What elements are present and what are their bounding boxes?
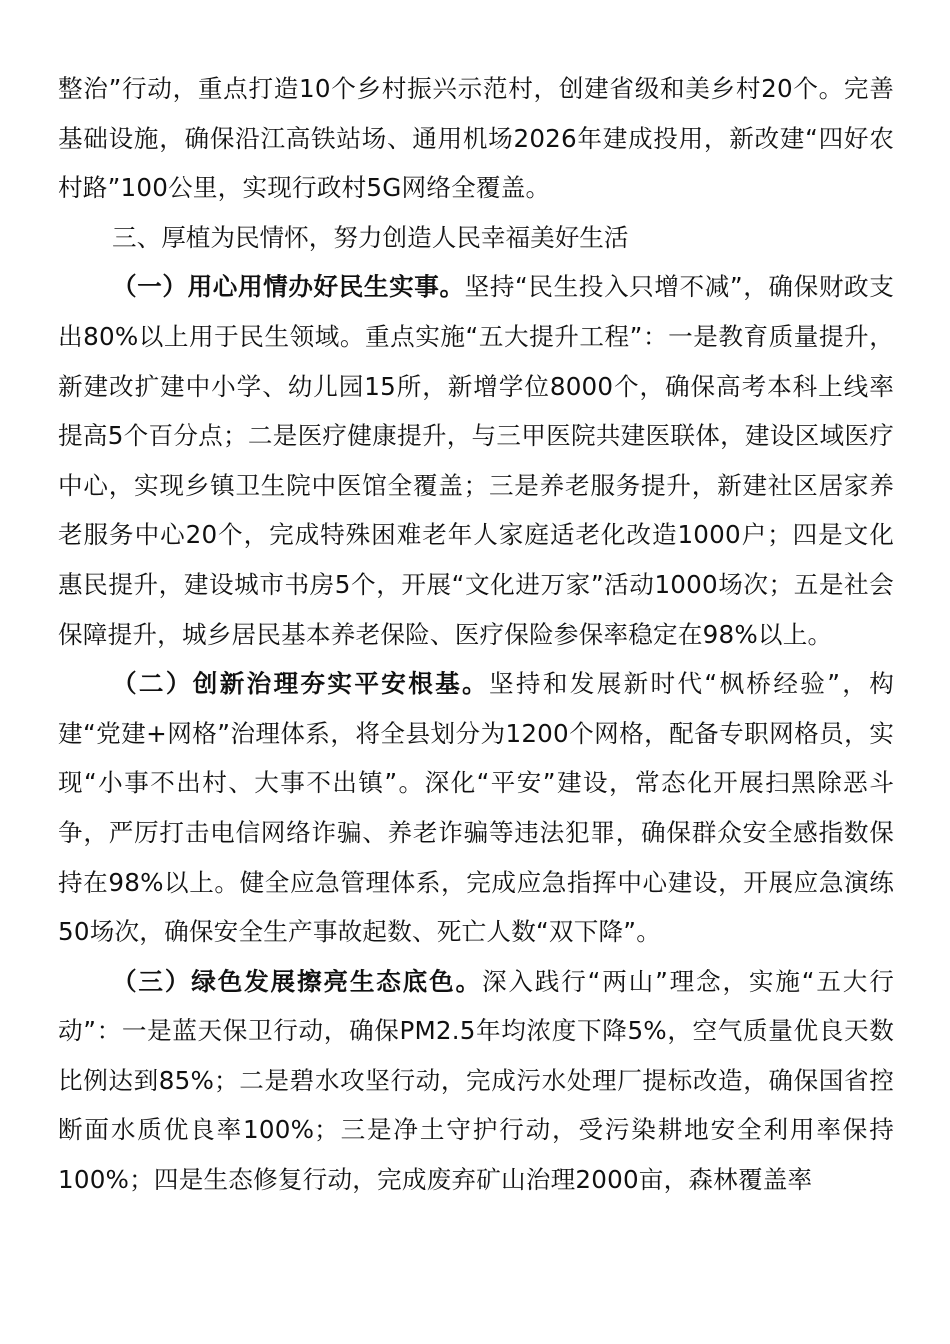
paragraph-livelihood-body: 坚持“民生投入只增不减”，确保财政支出80%以上用于民生领域。重点实施“五大提升工程”：一是教育质量提升，新建改扩建中小学、幼儿园15所，新增学位8000个，确保高考本科上线率提高5个百分点；二是医疗健康提升，与三甲医院共建医联体，建设区域医疗中心，实现乡镇卫生院中医馆全覆盖；三是养老服务提升，新建社区居家养老服务中心20个，完成特殊困难老年人家庭适老化改造1000户；四是文化惠民提升，建设城市书房5个，开展“文化进万家”活动1000场次；五是社会保障提升，城乡居民基本养老保险、医疗保险参保率稳定在98%以上。 (58, 272, 894, 649)
paragraph-ecology-lead: （三）绿色发展擦亮生态底色。 (112, 966, 482, 996)
paragraph-ecology-body: 深入践行“两山”理念，实施“五大行动”：一是蓝天保卫行动，确保PM2.5年均浓度下降5%，空气质量优良天数比例达到85%；二是碧水攻坚行动，完成污水处理厂提标改造，确保国省控断面水质优良率100%；三是净土守护行动，受污染耕地安全利用率保持100%；四是生态修复行动，完成废弃矿山治理2000亩，森林覆盖率 (58, 966, 894, 1195)
paragraph-governance-lead: （二）创新治理夯实平安根基。 (112, 669, 489, 699)
paragraph-governance-body: 坚持和发展新时代“枫桥经验”，构建“党建+网格”治理体系，将全县划分为1200个网格，配备专职网格员，实现“小事不出村、大事不出镇”。深化“平安”建设，常态化开展扫黑除恶斗争，严厉打击电信网络诈骗、养老诈骗等违法犯罪，确保群众安全感指数保持在98%以上。健全应急管理体系，完成应急指挥中心建设，开展应急演练50场次，确保安全生产事故起数、死亡人数“双下降”。 (58, 669, 894, 947)
paragraph-ecology (58, 957, 894, 1205)
section-heading: 三、厚植为民情怀，努力创造人民幸福美好生活 (112, 222, 629, 252)
paragraph-livelihood (58, 262, 894, 659)
document-page (58, 64, 894, 1205)
paragraph-governance (58, 659, 894, 957)
paragraph-rural-infrastructure: 整治”行动，重点打造10个乡村振兴示范村，创建省级和美乡村20个。完善基础设施，确保沿江高铁站场、通用机场2026年建成投用，新改建“四好农村路”100公里，实现行政村5G网络全覆盖。 (58, 74, 894, 203)
paragraph-livelihood-lead: （一）用心用情办好民生实事。 (112, 272, 465, 302)
